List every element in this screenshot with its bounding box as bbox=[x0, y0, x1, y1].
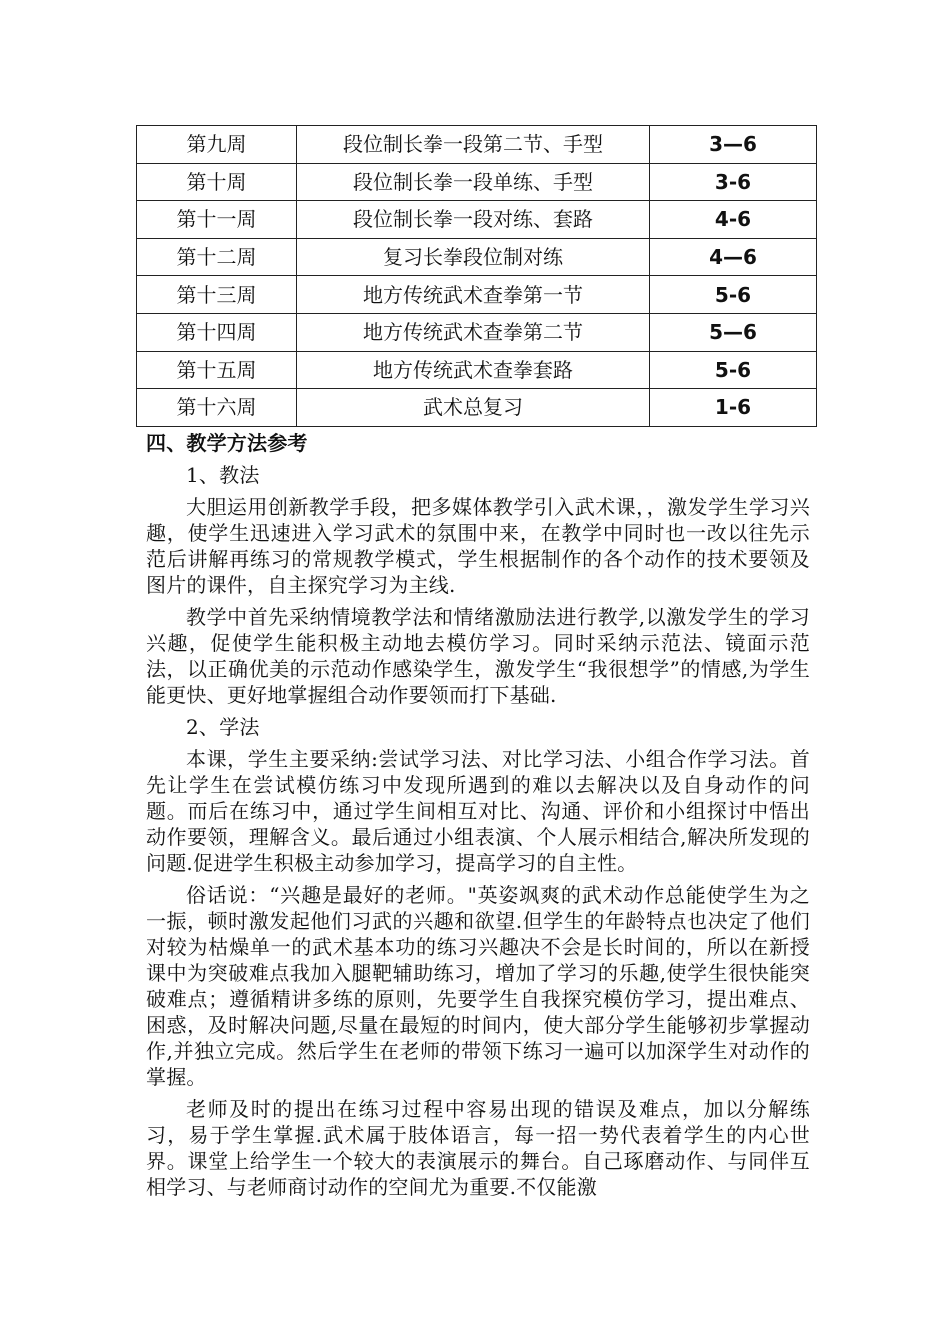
table-row bbox=[137, 389, 817, 427]
content-cell: 地方传统武术查拳套路 bbox=[297, 351, 650, 389]
subheading-learning-method: 2、学法 bbox=[186, 715, 260, 739]
section-heading: 四、教学方法参考 bbox=[146, 431, 308, 455]
teaching-methods-section bbox=[146, 430, 810, 1206]
content-cell: 地方传统武术查拳第一节 bbox=[297, 276, 650, 314]
table-row bbox=[137, 163, 817, 201]
week-cell: 第十周 bbox=[137, 163, 297, 201]
range-cell: 4-6 bbox=[650, 201, 817, 239]
week-cell: 第十四周 bbox=[137, 313, 297, 351]
week-cell: 第十三周 bbox=[137, 276, 297, 314]
range-cell: 5-6 bbox=[650, 351, 817, 389]
schedule-table-body bbox=[137, 126, 817, 427]
table-row bbox=[137, 276, 817, 314]
content-cell: 武术总复习 bbox=[297, 389, 650, 427]
week-cell: 第十一周 bbox=[137, 201, 297, 239]
range-cell: 3—6 bbox=[650, 126, 817, 164]
subheading-teaching-method: 1、教法 bbox=[186, 463, 260, 487]
table-row bbox=[137, 201, 817, 239]
paragraph: 大胆运用创新教学手段，把多媒体教学引入武术课，，激发学生学习兴趣，使学生迅速进入学习武术的氛围中来，在教学中同时也一改以往先示范后讲解再练习的常规教学模式，学生根据制作的各个动作的技术要领及图片的课件，自主探究学习为主线. bbox=[146, 495, 810, 597]
content-cell: 复习长拳段位制对练 bbox=[297, 238, 650, 276]
paragraph: 教学中首先采纳情境教学法和情绪激励法进行教学,以激发学生的学习兴趣，促使学生能积极主动地去模仿学习。同时采纳示范法、镜面示范法，以正确优美的示范动作感染学生，激发学生“我很想学”的情感,为学生能更快、更好地掌握组合动作要领而打下基础. bbox=[146, 605, 810, 707]
range-cell: 4—6 bbox=[650, 238, 817, 276]
content-cell: 地方传统武术查拳第二节 bbox=[297, 313, 650, 351]
table-row bbox=[137, 351, 817, 389]
schedule-table bbox=[136, 125, 817, 427]
week-cell: 第十六周 bbox=[137, 389, 297, 427]
table-row bbox=[137, 238, 817, 276]
paragraph: 本课，学生主要采纳:尝试学习法、对比学习法、小组合作学习法。首先让学生在尝试模仿练习中发现所遇到的难以去解决以及自身动作的问题。而后在练习中，通过学生间相互对比、沟通、评价和小组探讨中悟出动作要领，理解含义。最后通过小组表演、个人展示相结合,解决所发现的问题.促进学生积极主动参加学习，提高学习的自主性。 bbox=[146, 747, 810, 875]
range-cell: 5—6 bbox=[650, 313, 817, 351]
range-cell: 5-6 bbox=[650, 276, 817, 314]
week-cell: 第十二周 bbox=[137, 238, 297, 276]
table-row bbox=[137, 313, 817, 351]
content-cell: 段位制长拳一段单练、手型 bbox=[297, 163, 650, 201]
week-cell: 第九周 bbox=[137, 126, 297, 164]
week-cell: 第十五周 bbox=[137, 351, 297, 389]
content-cell: 段位制长拳一段第二节、手型 bbox=[297, 126, 650, 164]
paragraph: 老师及时的提出在练习过程中容易出现的错误及难点，加以分解练习，易于学生掌握.武术属于肢体语言，每一招一势代表着学生的内心世界。课堂上给学生一个较大的表演展示的舞台。自己琢磨动作、与同伴互相学习、与老师商讨动作的空间尤为重要.不仅能激 bbox=[146, 1097, 810, 1199]
paragraph: 俗话说：“兴趣是最好的老师。"英姿飒爽的武术动作总能使学生为之一振，顿时激发起他们习武的兴趣和欲望.但学生的年龄特点也决定了他们对较为枯燥单一的武术基本功的练习兴趣决不会是长时间的，所以在新授课中为突破难点我加入腿靶辅助练习，增加了学习的乐趣,使学生很快能突破难点；遵循精讲多练的原则，先要学生自我探究模仿学习，提出难点、困惑，及时解决问题,尽量在最短的时间内，使大部分学生能够初步掌握动作,并独立完成。然后学生在老师的带领下练习一遍可以加深学生对动作的掌握。 bbox=[146, 883, 810, 1089]
content-cell: 段位制长拳一段对练、套路 bbox=[297, 201, 650, 239]
range-cell: 1-6 bbox=[650, 389, 817, 427]
table-row bbox=[137, 126, 817, 164]
range-cell: 3-6 bbox=[650, 163, 817, 201]
